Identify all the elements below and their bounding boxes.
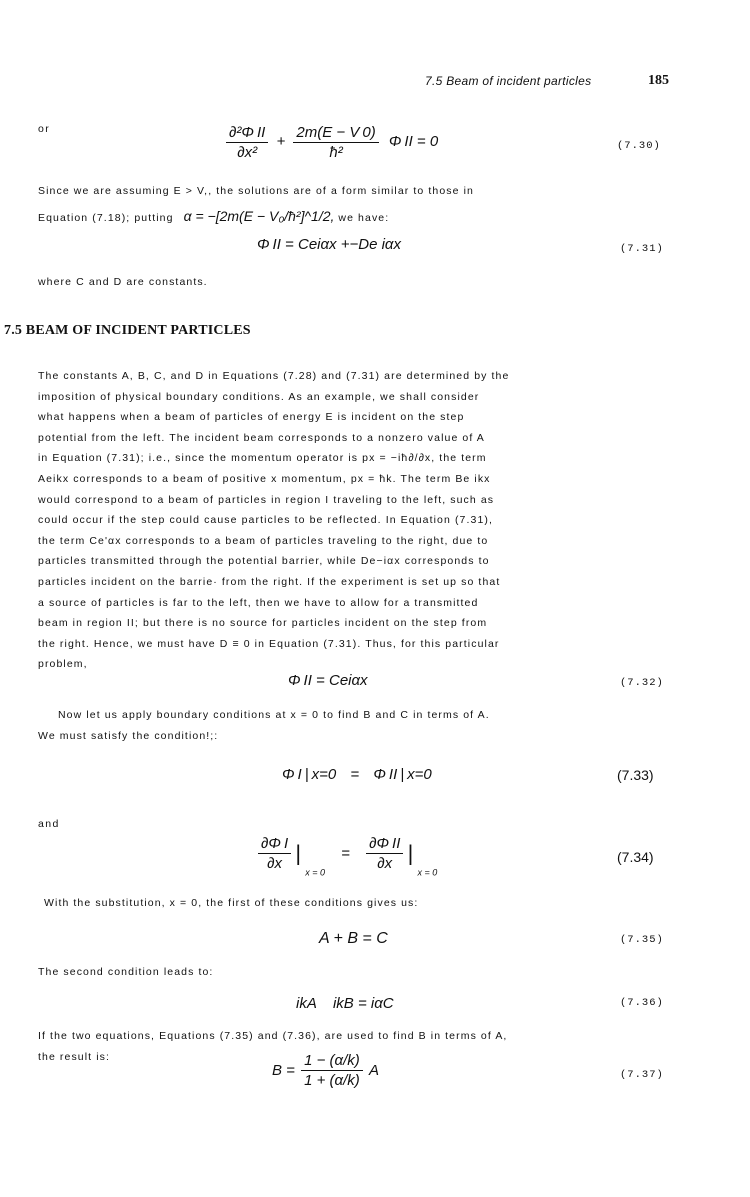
eq733-rhs: Φ II | x=0 [373, 766, 432, 783]
eq734-rhs-fraction [366, 835, 403, 872]
eq732-number: (7.32) [620, 677, 664, 689]
p1-line-1: The constants A, B, C, and D in Equations (7.28) and (7.31) are determined by the [38, 370, 510, 382]
with-substitution-line: With the substitution, x = 0, the first of these conditions gives us: [44, 897, 419, 909]
putting-text: Equation (7.18); putting [38, 212, 174, 224]
eq731-number: (7.31) [620, 243, 664, 255]
since-line: Since we are assuming E > V,, the solutions are of a form similar to those in [38, 185, 474, 197]
eq737-lhs: B = [272, 1062, 295, 1079]
p1-line-14: the right. Hence, we must have D ≡ 0 in Equation (7.31). Thus, for this particular [38, 637, 500, 650]
eq733-equals: = [350, 766, 360, 783]
eq734-lhs-sub: x = 0 [305, 867, 325, 878]
equation-7-32: Φ II = Ceiαx [288, 672, 368, 689]
eq734-rhs-sub: x = 0 [417, 867, 438, 878]
eq737-fraction [301, 1052, 363, 1089]
equation-7-31: Φ II = Ceiαx +−De iαx [257, 236, 401, 253]
p1-line-6: Aeikx corresponds to a beam of positive x momentum, px = ħk. The term Be ikx [38, 472, 491, 485]
eq730-frac1-denominator: ∂x² [237, 144, 258, 161]
running-title: 7.5 Beam of incident particles [425, 74, 592, 88]
equation-7-35: A + B = C [319, 930, 388, 947]
eq730-plus: + [276, 133, 286, 151]
paragraph-boundary-conditions [38, 366, 698, 675]
equation-7-36: ikA ikB = iαC [296, 995, 394, 1012]
where-line: where C and D are constants. [38, 276, 208, 288]
eq730-frac2-denominator: ħ² [329, 144, 343, 161]
p1-line-12: a source of particles is far to the left, then we have to allow for a transmitted [38, 596, 479, 609]
equation-7-37 [272, 1052, 379, 1089]
p1-line-4: potential from the left. The incident beam corresponds to a nonzero value of A [38, 431, 485, 444]
result-is-line: the result is: [38, 1051, 111, 1063]
p1-line-15: problem, [38, 658, 88, 671]
eq734-rhs-bar: | [407, 840, 414, 866]
if-two-equations-line: If the two equations, Equations (7.35) and (7.36), are used to find B in terms of A, [38, 1030, 508, 1042]
eq734-lhs-bar: | [295, 840, 302, 866]
p2-line-2: We must satisfy the condition!;: [38, 730, 219, 742]
eq734-lhs-numerator: ∂Φ I [258, 835, 291, 854]
eq734-lhs-denominator: ∂x [267, 855, 283, 872]
p1-line-11: particles incident on the barrie· from the right. If the experiment is set up so that [38, 575, 501, 588]
and-label: and [38, 818, 60, 830]
paragraph-apply-conditions [58, 705, 698, 726]
eq734-number: (7.34) [617, 849, 654, 865]
equation-7-33 [282, 766, 432, 783]
equation-7-34 [258, 835, 437, 877]
alpha-definition: α = −[2m(E − V₀/ħ²]^1/2, [183, 208, 335, 224]
p1-line-9: the term Ce'αx corresponds to a beam of particles traveling to the right, due to [38, 534, 489, 547]
equation-ref-line [38, 206, 389, 229]
section-heading: 7.5 BEAM OF INCIDENT PARTICLES [4, 323, 251, 338]
eq734-rhs-numerator: ∂Φ II [366, 835, 403, 854]
eq730-number: (7.30) [617, 140, 661, 152]
eq730-frac2-numerator: 2m(E − V 0) [293, 124, 378, 143]
eq734-lhs-fraction [258, 835, 291, 872]
eq737-rhs: A [368, 1062, 379, 1079]
p1-line-7: would correspond to a beam of particles in region I traveling to the left, such as [38, 493, 495, 506]
eq734-rhs-denominator: ∂x [377, 855, 393, 872]
eq735-number: (7.35) [620, 934, 664, 946]
eq730-rhs: Φ II = 0 [388, 133, 439, 151]
p1-line-10: particles transmitted through the potential barrier, while De−iαx corresponds to [38, 555, 490, 568]
p2-line-1: Now let us apply boundary conditions at x = 0 to find B and C in terms of A. [58, 709, 490, 721]
p1-line-2: imposition of physical boundary conditions. As an example, we shall consider [38, 390, 480, 403]
eq730-fraction-1 [226, 124, 268, 161]
second-condition-line: The second condition leads to: [38, 966, 214, 978]
eq736-number: (7.36) [620, 997, 664, 1009]
eq737-numerator: 1 − (α/k) [301, 1052, 363, 1071]
equation-7-30 [226, 124, 438, 161]
eq730-frac1-numerator: ∂²Φ II [226, 124, 268, 143]
eq734-equals: = [341, 845, 350, 862]
eq733-lhs: Φ I | x=0 [282, 766, 337, 783]
p1-line-8: could occur if the step could cause particles to be reflected. In Equation (7.31), [38, 514, 493, 527]
p1-line-5: in Equation (7.31); i.e., since the momentum operator is px = −iħ∂/∂x, the term [38, 452, 487, 465]
page-number: 185 [648, 73, 669, 88]
or-label: or [38, 123, 51, 135]
eq733-number: (7.33) [617, 767, 654, 783]
eq730-fraction-2 [293, 124, 378, 161]
we-have-text: we have: [338, 212, 390, 224]
eq737-number: (7.37) [620, 1069, 664, 1081]
p1-line-3: what happens when a beam of particles of energy E is incident on the step [38, 411, 465, 424]
eq737-denominator: 1 + (α/k) [304, 1072, 360, 1089]
p1-line-13: beam in region II; but there is no source for particles incident on the step from [38, 617, 488, 630]
